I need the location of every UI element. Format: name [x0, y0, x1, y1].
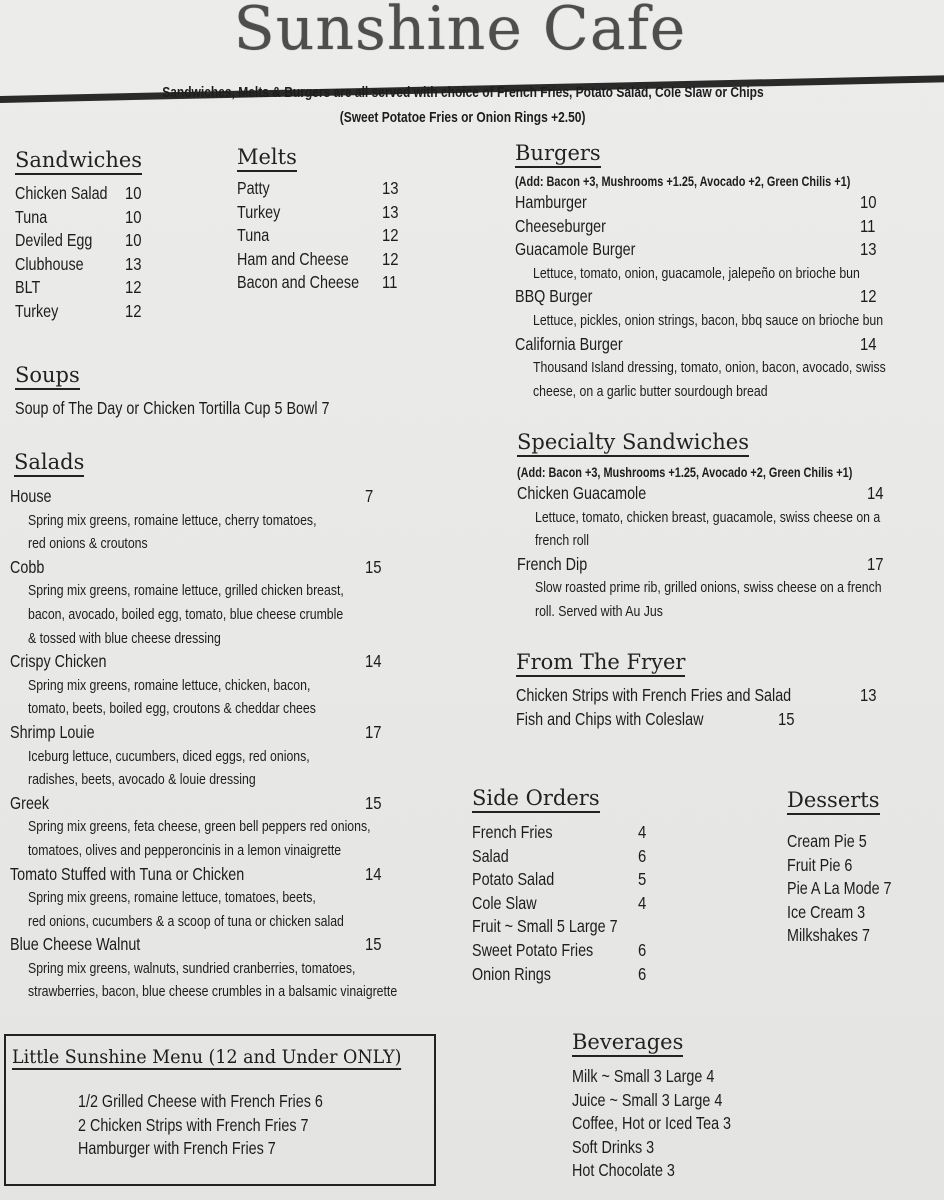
item-name: Onion Rings: [472, 963, 551, 984]
section-side-orders: [472, 786, 650, 986]
sandwiches-list: [15, 182, 142, 324]
item-description-text: roll. Served with Au Jus: [535, 602, 663, 620]
item-name: Clubhouse: [15, 253, 84, 274]
heading-melts: Melts: [237, 145, 297, 172]
item-description: [10, 815, 478, 839]
item-description-text: Iceburg lettuce, cucumbers, diced eggs, red onions,: [28, 747, 310, 765]
item-description: [10, 768, 478, 792]
item-name: Cream Pie 5: [787, 831, 867, 851]
menu-item: [15, 229, 142, 253]
item-price: 6: [638, 963, 647, 984]
cafe-title: Sunshine Cafe: [233, 0, 687, 64]
specialty-list: [517, 482, 944, 624]
item-description: [10, 579, 478, 603]
item-price: 6: [638, 939, 647, 960]
desserts-list: [787, 830, 914, 948]
item-description: [10, 674, 478, 698]
item-name: Milk ~ Small 3 Large 4: [572, 1066, 715, 1086]
item-name: French Dip: [517, 553, 588, 574]
menu-item: [10, 933, 478, 957]
item-description: [517, 506, 944, 530]
item-name: Soup of The Day or Chicken Tortilla Cup 5 Bowl 7: [15, 398, 330, 418]
menu-item: [472, 868, 650, 892]
item-description-text: Lettuce, tomato, onion, guacamole, jalepeño on brioche bun: [533, 264, 860, 282]
menu-item: [515, 333, 944, 357]
menu-item: [10, 650, 478, 674]
item-description-text: red onions & croutons: [28, 535, 148, 553]
item-name: Ham and Cheese: [237, 248, 349, 269]
item-name: Patty: [237, 178, 270, 198]
item-name: Salad: [472, 845, 509, 866]
item-description-text: red onions, cucumbers & a scoop of tuna or chicken salad: [28, 912, 344, 930]
item-name: 1/2 Grilled Cheese with French Fries 6: [78, 1091, 323, 1111]
menu-item: [572, 1089, 766, 1113]
item-price: 4: [638, 822, 647, 842]
item-description: [10, 886, 478, 910]
heading-desserts: Desserts: [787, 788, 880, 815]
item-name: Shrimp Louie: [10, 721, 95, 742]
item-price: 5: [638, 869, 647, 890]
item-price: 7: [365, 486, 374, 506]
item-price: 13: [382, 178, 399, 198]
item-description: [515, 380, 944, 404]
item-name: Greek: [10, 792, 50, 813]
fryer-list: [516, 684, 877, 731]
menu-item: [572, 1159, 766, 1183]
beverages-list: [572, 1065, 766, 1183]
item-name: BLT: [15, 277, 41, 298]
item-price: 11: [382, 272, 398, 293]
menu-item: [787, 924, 914, 948]
item-price: 15: [365, 792, 382, 813]
menu-item: [10, 863, 478, 887]
item-description: [10, 910, 478, 934]
item-description-text: Lettuce, pickles, onion strings, bacon, bbq sauce on brioche bun: [533, 311, 884, 329]
item-name: BBQ Burger: [515, 286, 593, 307]
item-description: [10, 509, 478, 533]
menu-item: [15, 253, 142, 277]
item-price: 12: [382, 225, 399, 246]
item-description: [10, 627, 478, 651]
item-price: 13: [125, 253, 142, 274]
menu-item: [78, 1114, 377, 1138]
item-name: House: [10, 486, 52, 506]
sides-note: [0, 84, 926, 101]
menu-item: [237, 248, 399, 272]
section-specialty-sandwiches: [517, 430, 944, 624]
section-soups: [15, 363, 399, 421]
item-name: Cheeseburger: [515, 215, 606, 236]
menu-item: [472, 939, 650, 963]
menu-item: [237, 177, 399, 201]
item-name: Cole Slaw: [472, 892, 537, 913]
item-name: Tomato Stuffed with Tuna or Chicken: [10, 863, 245, 884]
item-description-text: tomato, beets, boiled egg, croutons & cheddar chees: [28, 700, 316, 718]
item-name: Guacamole Burger: [515, 239, 636, 260]
soups-list: [15, 397, 399, 421]
menu-item: [787, 854, 914, 878]
menu-item: [15, 206, 142, 230]
menu-item: [515, 215, 944, 239]
menu-item: [515, 191, 944, 215]
item-name: Coffee, Hot or Iced Tea 3: [572, 1113, 732, 1134]
item-name: Fish and Chips with Coleslaw: [516, 708, 704, 729]
item-name: Juice ~ Small 3 Large 4: [572, 1089, 723, 1110]
menu-item: [15, 276, 142, 300]
item-description-text: Spring mix greens, feta cheese, green bell peppers red onions,: [28, 818, 371, 836]
item-name: Cobb: [10, 556, 45, 577]
item-description: [10, 697, 478, 721]
item-description-text: radishes, beets, avocado & louie dressing: [28, 771, 256, 789]
sides-list: [472, 821, 650, 986]
item-price: 12: [382, 248, 399, 269]
menu-item: [516, 684, 877, 708]
heading-fryer: From The Fryer: [516, 650, 685, 677]
item-name: Fruit Pie 6: [787, 854, 853, 875]
section-fryer: [516, 650, 877, 731]
item-name: Tuna: [15, 206, 48, 227]
item-description: [515, 309, 944, 333]
item-price: 10: [860, 192, 877, 212]
item-description: [517, 600, 944, 624]
item-description: [515, 262, 944, 286]
item-description-text: Slow roasted prime rib, grilled onions, swiss cheese on a french: [535, 579, 882, 597]
menu-item: [15, 397, 399, 421]
section-desserts: [787, 788, 914, 948]
item-name: Soft Drinks 3: [572, 1136, 655, 1157]
item-description-text: Thousand Island dressing, tomato, onion, bacon, avocado, swiss: [533, 359, 886, 377]
menu-item: [517, 553, 944, 577]
item-name: Milkshakes 7: [787, 925, 870, 946]
menu-item: [78, 1137, 377, 1161]
menu-item: [472, 845, 650, 869]
item-price: 11: [860, 215, 876, 236]
item-description: [10, 957, 478, 981]
item-name: California Burger: [515, 333, 623, 354]
section-beverages: [572, 1030, 766, 1183]
heading-kids-menu: Little Sunshine Menu (12 and Under ONLY): [12, 1046, 402, 1068]
item-name: Chicken Guacamole: [517, 483, 647, 503]
section-burgers: [515, 141, 944, 403]
heading-salads: Salads: [14, 450, 84, 477]
item-price: 12: [125, 300, 142, 321]
item-name: Ice Cream 3: [787, 901, 866, 922]
item-name: French Fries: [472, 822, 553, 842]
item-name: Potato Salad: [472, 869, 555, 890]
item-price: 14: [860, 333, 877, 354]
heading-soups: Soups: [15, 363, 80, 390]
item-price: 15: [365, 556, 382, 577]
item-description-text: & tossed with blue cheese dressing: [28, 629, 221, 647]
item-description: [515, 356, 944, 380]
item-description: [10, 980, 478, 1004]
menu-item: [472, 821, 650, 845]
menu-item: [516, 708, 852, 732]
item-description: [10, 603, 478, 627]
item-price: 17: [867, 553, 884, 574]
item-price: 12: [860, 286, 877, 307]
item-description: [10, 839, 478, 863]
menu-item: [237, 201, 399, 225]
salads-list: [10, 485, 478, 1004]
item-name: Turkey: [15, 300, 59, 321]
item-name: Turkey: [237, 201, 281, 222]
menu-item: [472, 963, 650, 987]
item-price: 13: [382, 201, 399, 222]
item-description-text: french roll: [535, 532, 590, 550]
menu-item: [572, 1065, 766, 1089]
menu-item: [472, 892, 650, 916]
item-description-text: bacon, avocado, boiled egg, tomato, blue cheese crumble: [28, 605, 344, 623]
menu-item: [572, 1112, 766, 1136]
item-price: 14: [365, 651, 382, 672]
heading-sandwiches: Sandwiches: [15, 148, 142, 175]
item-price: 6: [638, 845, 647, 866]
item-price: 10: [125, 206, 142, 227]
item-price: 13: [860, 239, 877, 260]
item-price: 14: [867, 483, 884, 503]
upgrade-note: [0, 109, 926, 126]
item-description-text: strawberries, bacon, blue cheese crumbles in a balsamic vinaigrette: [28, 983, 398, 1001]
item-description-text: Spring mix greens, romaine lettuce, chicken, bacon,: [28, 676, 311, 694]
item-price: 13: [860, 685, 877, 705]
item-description-text: Lettuce, tomato, chicken breast, guacamole, swiss cheese on a: [535, 508, 881, 526]
specialty-add-note: (Add: Bacon +3, Mushrooms +1.25, Avocado +2, Green Chilis +1): [517, 464, 853, 480]
menu-item: [10, 556, 478, 580]
menu-item: [15, 300, 142, 324]
item-name: Pie A La Mode 7: [787, 878, 892, 899]
section-melts: [237, 145, 399, 295]
item-price: 17: [365, 721, 382, 742]
item-name: Bacon and Cheese: [237, 272, 360, 293]
item-description: [517, 576, 944, 600]
heading-burgers: Burgers: [515, 141, 601, 168]
item-description-text: Spring mix greens, romaine lettuce, tomatoes, beets,: [28, 889, 316, 907]
item-name: Chicken Strips with French Fries and Salad: [516, 685, 792, 705]
menu-item: [10, 792, 478, 816]
heading-beverages: Beverages: [572, 1030, 683, 1057]
item-description-text: Spring mix greens, romaine lettuce, grilled chicken breast,: [28, 582, 344, 600]
menu-item: [787, 901, 914, 925]
item-name: 2 Chicken Strips with French Fries 7: [78, 1114, 309, 1135]
item-description: [10, 745, 478, 769]
menu-item: [515, 238, 944, 262]
menu-item: [517, 482, 944, 506]
menu-item: [237, 271, 398, 295]
menu-item: [472, 915, 650, 939]
upgrade-note-text: (Sweet Potatoe Fries or Onion Rings +2.50): [340, 109, 586, 126]
menu-item: [572, 1136, 766, 1160]
melts-list: [237, 177, 399, 295]
item-price: 12: [125, 277, 142, 298]
menu-item: [515, 285, 944, 309]
item-price: 15: [365, 934, 382, 955]
item-description-text: Spring mix greens, walnuts, sundried cranberries, tomatoes,: [28, 959, 356, 977]
kids-list: [78, 1090, 377, 1161]
item-price: 4: [638, 892, 647, 913]
item-description: [517, 529, 944, 553]
section-salads: [10, 450, 478, 1004]
sides-note-text: Sandwiches, Melts & Burgers are all served with choice of French Fries, Potato Salad, Cole Slaw or Chips: [162, 84, 764, 101]
item-name: Fruit ~ Small 5 Large 7: [472, 916, 618, 937]
item-price: 10: [125, 183, 142, 203]
section-sandwiches: [15, 148, 142, 324]
burgers-add-note: (Add: Bacon +3, Mushrooms +1.25, Avocado +2, Green Chilis +1): [515, 173, 851, 189]
item-description-text: cheese, on a garlic butter sourdough bread: [533, 382, 768, 400]
heading-specialty-sandwiches: Specialty Sandwiches: [517, 430, 749, 457]
burgers-list: [515, 191, 944, 403]
menu-item: [787, 877, 914, 901]
heading-side-orders: Side Orders: [472, 786, 600, 813]
menu-item: [10, 485, 478, 509]
item-price: 10: [125, 230, 142, 251]
menu-item: [15, 182, 142, 206]
item-description: [10, 532, 478, 556]
menu-item: [78, 1090, 377, 1114]
item-name: Hamburger: [515, 192, 587, 212]
menu-item: [10, 721, 478, 745]
item-name: Crispy Chicken: [10, 651, 107, 672]
item-name: Hot Chocolate 3: [572, 1160, 675, 1181]
item-name: Hamburger with French Fries 7: [78, 1138, 276, 1159]
menu-item: [787, 830, 914, 854]
item-name: Chicken Salad: [15, 183, 108, 203]
item-name: Sweet Potato Fries: [472, 939, 594, 960]
item-price: 15: [778, 708, 795, 729]
item-description-text: Spring mix greens, romaine lettuce, cherry tomatoes,: [28, 511, 317, 529]
item-description-text: tomatoes, olives and pepperoncinis in a lemon vinaigrette: [28, 841, 342, 859]
menu-item: [237, 224, 399, 248]
item-name: Deviled Egg: [15, 230, 93, 251]
item-name: Blue Cheese Walnut: [10, 934, 141, 955]
item-price: 14: [365, 863, 382, 884]
item-name: Tuna: [237, 225, 270, 246]
